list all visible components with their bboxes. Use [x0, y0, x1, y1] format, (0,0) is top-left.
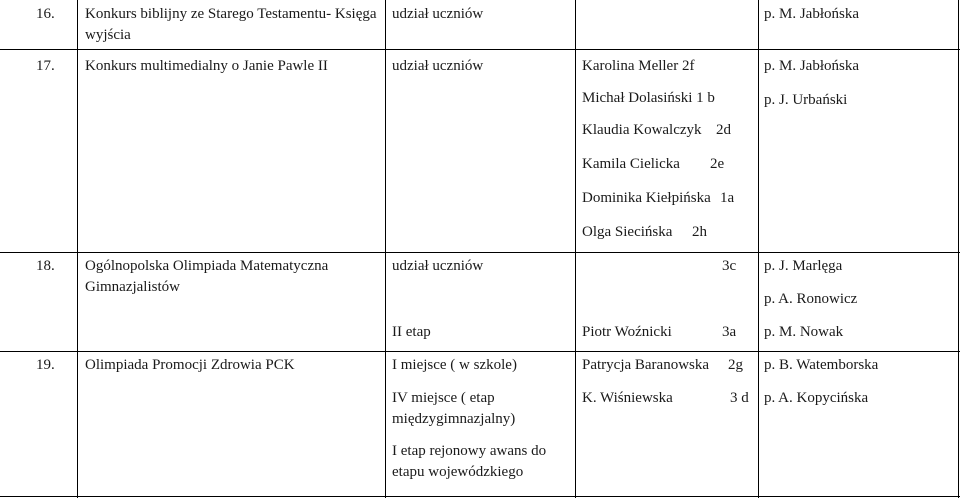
result-label: IV miejsce ( etap międzygimnazjalny) — [392, 390, 516, 427]
student-name: K. Wiśniewska — [582, 390, 673, 406]
student-class: 2d — [716, 122, 731, 138]
teacher-name: p. A. Kopycińska — [764, 390, 869, 406]
competition-title: Konkurs biblijny ze Starego Testamentu- Księga wyjścia — [85, 6, 377, 43]
row-divider — [0, 252, 960, 253]
column-divider — [385, 0, 386, 498]
student-name: Dominika Kiełpińska — [582, 190, 711, 206]
column-divider — [575, 0, 576, 498]
student-class: 2e — [710, 156, 725, 172]
teacher-name: p. M. Nowak — [764, 324, 844, 340]
participation-label: udział uczniów — [392, 58, 484, 74]
teacher-name: p. B. Watemborska — [764, 357, 879, 373]
teacher-name: p. J. Urbański — [764, 92, 848, 108]
student-class: 3a — [722, 324, 737, 340]
student-name: Piotr Woźnicki — [582, 324, 672, 340]
row-number: 19. — [36, 357, 55, 373]
teacher-name: p. J. Marlęga — [764, 258, 843, 274]
student-name: Kamila Cielicka — [582, 156, 680, 172]
teacher-name: p. M. Jabłońska — [764, 58, 859, 74]
row-divider — [0, 49, 960, 50]
student-class: 2g — [728, 357, 743, 373]
teacher-name: p. M. Jabłońska — [764, 6, 859, 22]
student-class: 3 d — [730, 390, 749, 406]
competition-title: Konkurs multimedialny o Janie Pawle II — [85, 58, 328, 74]
student-class: 2h — [692, 224, 707, 240]
row-number: 18. — [36, 258, 55, 274]
column-divider — [758, 0, 759, 498]
teacher-name: p. A. Ronowicz — [764, 291, 858, 307]
student-class: 1a — [720, 190, 735, 206]
student-name: Klaudia Kowalczyk — [582, 122, 702, 138]
competition-title: Ogólnopolska Olimpiada Matematyczna Gimnazjalistów — [85, 258, 329, 295]
row-number: 17. — [36, 58, 55, 74]
student-name: Patrycja Baranowska — [582, 357, 710, 373]
participation-label: udział uczniów — [392, 258, 484, 274]
result-label: I etap rejonowy awans do etapu wojewódzkiego — [392, 443, 547, 480]
student-name: Olga Siecińska — [582, 224, 673, 240]
competition-title: Olimpiada Promocji Zdrowia PCK — [85, 357, 295, 373]
student-class: 3c — [722, 258, 737, 274]
participation-label: udział uczniów — [392, 6, 484, 22]
column-divider — [77, 0, 78, 498]
student-name: Michał Dolasiński 1 b — [582, 90, 715, 106]
row-divider — [0, 351, 960, 352]
table-right-border — [958, 0, 959, 498]
result-label: I miejsce ( w szkole) — [392, 357, 517, 373]
table-bottom-border — [0, 496, 960, 497]
student-name: Karolina Meller 2f — [582, 58, 695, 74]
row-number: 16. — [36, 6, 55, 22]
stage-label: II etap — [392, 324, 431, 340]
